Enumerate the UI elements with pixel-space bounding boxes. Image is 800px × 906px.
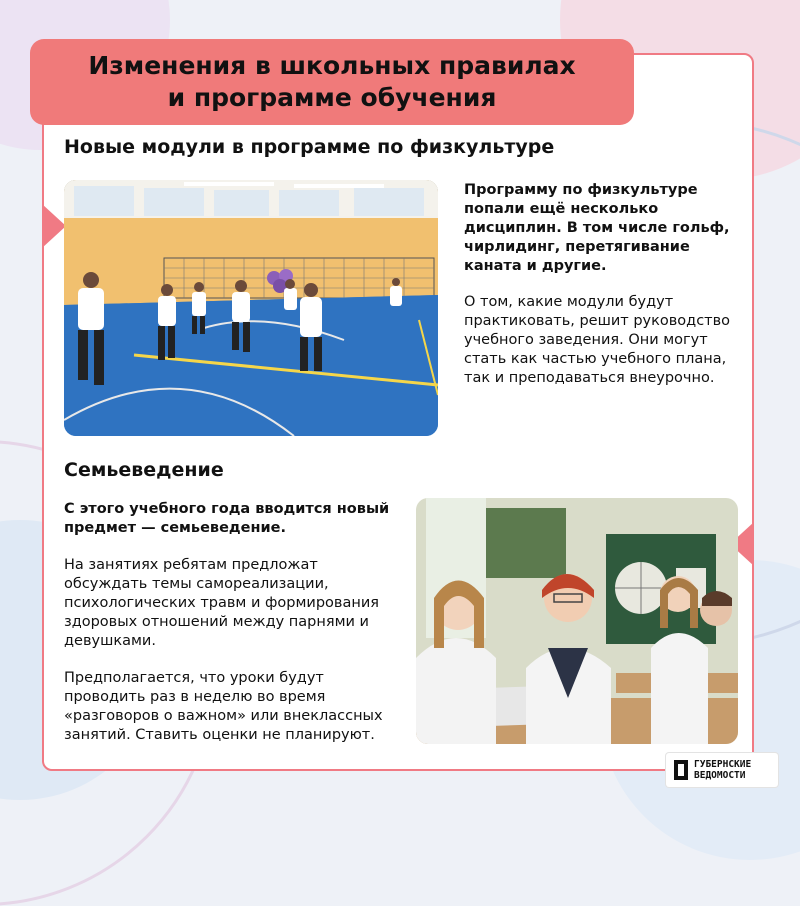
publisher-logo-icon xyxy=(674,760,688,780)
family-details-text: На занятиях ребятам предложат обсуждать темы самореализации, психологических травм и формирования здоровых отношений между парнями и девушками. xyxy=(64,557,379,649)
classroom-photo xyxy=(416,498,738,744)
gym-illustration xyxy=(64,180,438,436)
family-section-heading: Семьеведение xyxy=(64,459,224,481)
family-intro-text: С этого учебного года вводится новый предмет — семьеведение. xyxy=(64,501,390,536)
page-title xyxy=(88,50,575,114)
gym-photo xyxy=(64,180,438,436)
logo-line-1: ГУБЕРНСКИЕ xyxy=(694,759,752,770)
title-line-2: и программе обучения xyxy=(167,83,497,112)
title-banner xyxy=(30,39,634,125)
classroom-illustration xyxy=(416,498,738,744)
family-schedule-text: Предполагается, что уроки будут проводить раз в неделю во время «разговоров о важном» или внеклассных занятий. Ставить оценки не планируют. xyxy=(64,670,383,743)
photo-accent-notch-left xyxy=(42,204,66,248)
publisher-logo xyxy=(666,753,778,787)
pe-section-heading: Новые модули в программе по физкультуре xyxy=(64,136,555,158)
logo-line-2: ВЕДОМОСТИ xyxy=(694,770,746,781)
title-line-1: Изменения в школьных правилах xyxy=(88,51,576,80)
pe-intro-text: Программу по физкультуре попали ещё несколько дисциплин. В том числе гольф, чирлидинг, перетягивание каната и другие. xyxy=(464,182,730,274)
pe-details-text: О том, какие модули будут практиковать, решит руководство учебного заведения. Они могут стать как частью учебного плана, так и преподаваться внеурочно. xyxy=(464,294,731,386)
